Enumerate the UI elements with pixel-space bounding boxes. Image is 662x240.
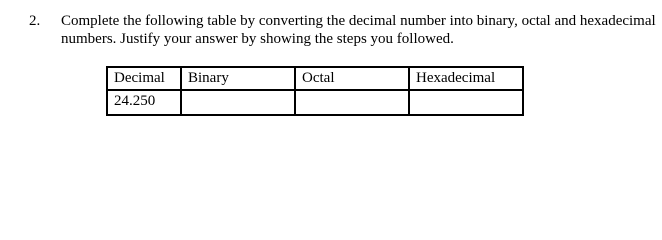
question-line-1: Complete the following table by converting the decimal number into binary, octal and hexadecimal: [61, 13, 656, 29]
question-number: 2.: [29, 13, 41, 29]
cell-octal[interactable]: [295, 90, 409, 115]
header-hexadecimal: Hexadecimal: [409, 67, 523, 90]
question-text: [61, 12, 656, 48]
cell-binary[interactable]: [181, 90, 295, 115]
header-octal: Octal: [295, 67, 409, 90]
cell-hexadecimal[interactable]: [409, 90, 523, 115]
cell-decimal: 24.250: [107, 90, 181, 115]
header-binary: Binary: [181, 67, 295, 90]
table-row: [107, 90, 523, 115]
header-decimal: Decimal: [107, 67, 181, 90]
conversion-table: [106, 66, 524, 116]
question-line-2: numbers. Justify your answer by showing the steps you followed.: [61, 31, 454, 47]
table-header-row: [107, 67, 523, 90]
